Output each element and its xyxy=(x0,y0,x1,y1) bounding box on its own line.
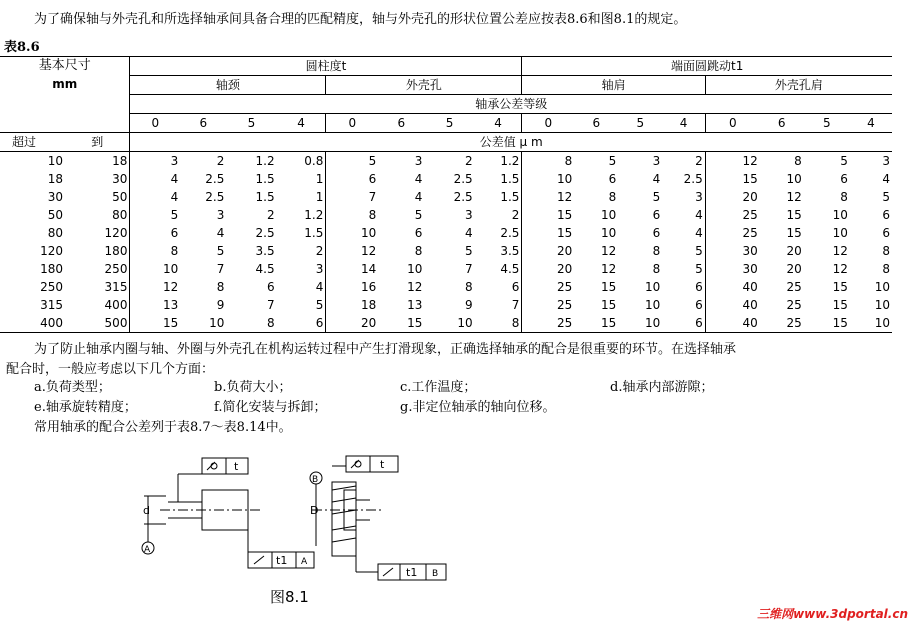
intro-text: 为了确保轴与外壳孔和所选择轴承间具备合理的匹配精度，轴与外壳孔的形状位置公差应按表8.6和图8.1的规定。 xyxy=(34,12,687,27)
cell-value: 20 xyxy=(557,261,573,276)
table-row xyxy=(0,170,892,188)
cell-value: 1.5 xyxy=(277,224,326,242)
list-item-f: f.简化安装与拆卸； xyxy=(214,400,327,415)
grade-header: 0 xyxy=(522,114,574,133)
cell-value: 25 xyxy=(522,314,574,333)
cell-value: 15 xyxy=(574,314,618,333)
cell-value: 5 xyxy=(840,153,848,168)
list-item-g: g.非定位轴承的轴向位移。 xyxy=(400,400,556,415)
cell-value: 1.5 xyxy=(475,188,522,206)
frame-t-right-label: t xyxy=(380,458,385,471)
table-row xyxy=(0,296,892,314)
cell-value: 8 xyxy=(475,314,522,333)
cell-value: 0.8 xyxy=(277,152,326,171)
cell-value: 1 xyxy=(277,188,326,206)
cell-value: 3 xyxy=(414,153,423,168)
cell-value: 10 xyxy=(832,207,848,222)
cell-value: 15 xyxy=(378,314,424,333)
grade-header: 5 xyxy=(424,114,474,133)
cell-value: 10 xyxy=(557,171,573,186)
cell-value: 6 xyxy=(662,296,705,314)
cell-over: 50 xyxy=(47,207,63,222)
cell-value: 40 xyxy=(705,314,759,333)
cell-to: 400 xyxy=(65,296,130,314)
cell-value: 8 xyxy=(608,189,617,204)
cell-value: 12 xyxy=(742,153,758,168)
cell-value: 25 xyxy=(786,297,802,312)
cylindricity-circle-icon-right xyxy=(355,461,361,467)
table-row xyxy=(0,188,892,206)
cell-value: 9 xyxy=(216,297,225,312)
header-grade: 轴承公差等级 xyxy=(130,95,892,114)
cell-value: 20 xyxy=(786,243,802,258)
cell-over: 30 xyxy=(47,189,63,204)
cell-to: 315 xyxy=(65,278,130,296)
cell-to: 250 xyxy=(65,260,130,278)
cell-value: 12 xyxy=(361,243,377,258)
cell-value: 3 xyxy=(277,260,326,278)
cell-value: 4 xyxy=(170,171,179,186)
cell-over: 18 xyxy=(47,171,63,186)
cell-value: 5 xyxy=(170,207,179,222)
cell-value: 2.5 xyxy=(255,225,275,240)
cell-value: 4.5 xyxy=(475,260,522,278)
cell-to: 18 xyxy=(65,152,130,171)
frame-runout-symbol xyxy=(248,552,272,568)
header-tolerance: 公差值 μ m xyxy=(130,133,892,152)
cell-value: 10 xyxy=(180,314,226,333)
cell-value: 12 xyxy=(162,279,179,294)
cell-value: 4 xyxy=(277,278,326,296)
cell-value: 10 xyxy=(645,297,661,312)
cell-value: 25 xyxy=(742,207,758,222)
cell-to: 180 xyxy=(65,242,130,260)
cell-value: 10 xyxy=(361,225,377,240)
grade-header: 5 xyxy=(226,114,276,133)
cell-value: 12 xyxy=(832,243,848,258)
cell-value: 40 xyxy=(742,297,758,312)
datum-b-label: B xyxy=(312,475,319,485)
cell-value: 30 xyxy=(742,243,758,258)
cell-value: 6 xyxy=(170,225,179,240)
cell-value: 40 xyxy=(742,279,758,294)
cell-over: 250 xyxy=(40,279,63,294)
cell-value: 6 xyxy=(652,207,661,222)
cell-value: 5 xyxy=(608,153,617,168)
header-cylindricity: 圆柱度t xyxy=(130,57,522,76)
cell-value: 5 xyxy=(368,153,377,168)
cell-value: 14 xyxy=(361,261,377,276)
cell-value: 20 xyxy=(742,189,758,204)
cell-value: 2.5 xyxy=(205,171,225,186)
paragraph-2: 常用轴承的配合公差列于表8.7～表8.14中。 xyxy=(34,420,292,435)
cell-over: 180 xyxy=(40,261,63,276)
frame-cylindricity-symbol xyxy=(202,458,226,474)
cell-value: 10 xyxy=(407,261,423,276)
cell-value: 8 xyxy=(216,279,225,294)
cell-over: 400 xyxy=(0,314,65,333)
cell-value: 4 xyxy=(465,225,473,240)
cell-value: 7 xyxy=(216,261,225,276)
cell-value: 10 xyxy=(874,297,890,312)
cell-value: 6 xyxy=(882,207,890,222)
grade-header: 6 xyxy=(180,114,226,133)
cell-value: 6 xyxy=(277,314,326,333)
cell-value: 1 xyxy=(277,170,326,188)
figure-8-1 xyxy=(130,446,460,586)
cell-value: 5 xyxy=(465,243,473,258)
cell-value: 6 xyxy=(662,278,705,296)
cell-over: 120 xyxy=(40,243,63,258)
header-housing-shoulder: 外壳孔肩 xyxy=(705,76,892,95)
cell-value: 8 xyxy=(882,243,890,258)
cell-value: 2 xyxy=(216,153,225,168)
cell-value: 2 xyxy=(662,152,705,171)
cell-value: 1.2 xyxy=(255,153,275,168)
cell-value: 5 xyxy=(277,296,326,314)
cell-to: 50 xyxy=(65,188,130,206)
table-row xyxy=(0,224,892,242)
cell-value: 10 xyxy=(850,314,892,333)
frame-t-left-label: t xyxy=(234,460,239,473)
cell-value: 15 xyxy=(832,297,848,312)
cell-value: 12 xyxy=(601,261,617,276)
frame-datum-a-label: A xyxy=(301,557,308,567)
watermark: 三维网www.3dportal.cn xyxy=(757,607,908,621)
cell-value: 6 xyxy=(882,225,890,240)
cell-value: 5 xyxy=(662,260,705,278)
cell-value: 15 xyxy=(786,225,802,240)
cell-value: 9 xyxy=(465,297,473,312)
cell-value: 20 xyxy=(557,243,573,258)
cell-over: 10 xyxy=(47,153,63,168)
cell-value: 8 xyxy=(414,243,423,258)
cell-over: 80 xyxy=(47,225,63,240)
cell-value: 15 xyxy=(601,279,617,294)
cell-value: 18 xyxy=(361,297,377,312)
figure-caption: 图8.1 xyxy=(270,588,309,606)
cell-value: 10 xyxy=(618,314,662,333)
cell-value: 4 xyxy=(216,225,225,240)
cell-value: 25 xyxy=(557,297,573,312)
cell-value: 4 xyxy=(652,171,661,186)
cell-value: 6 xyxy=(368,171,377,186)
cell-value: 5 xyxy=(662,242,705,260)
cell-value: 3 xyxy=(662,188,705,206)
paragraph-line-2: 配合时，一般应考虑以下几个方面： xyxy=(6,362,215,377)
cell-value: 10 xyxy=(645,279,661,294)
grade-header: 4 xyxy=(850,114,892,133)
cell-value: 4 xyxy=(170,189,179,204)
cell-value: 8 xyxy=(652,243,661,258)
cell-value: 1.2 xyxy=(277,206,326,224)
cell-value: 15 xyxy=(832,279,848,294)
cell-value: 12 xyxy=(557,189,573,204)
cell-value: 5 xyxy=(414,207,423,222)
cell-value: 6 xyxy=(414,225,423,240)
runout-arrow-icon xyxy=(254,556,264,564)
cell-value: 8 xyxy=(794,153,802,168)
cell-value: 25 xyxy=(786,279,802,294)
cell-value: 30 xyxy=(742,261,758,276)
cell-value: 3 xyxy=(882,153,890,168)
cell-value: 1.2 xyxy=(475,152,522,171)
grade-header: 4 xyxy=(277,114,326,133)
list-item-a: a.负荷类型； xyxy=(34,380,111,395)
cell-value: 2 xyxy=(277,242,326,260)
cell-value: 3 xyxy=(465,207,473,222)
cell-value: 2.5 xyxy=(475,224,522,242)
label-D: D xyxy=(310,504,319,517)
cell-value: 25 xyxy=(742,225,758,240)
cell-value: 20 xyxy=(326,314,378,333)
cell-value: 3 xyxy=(652,153,661,168)
cell-value: 6 xyxy=(662,314,705,333)
cell-value: 15 xyxy=(742,171,758,186)
cell-to: 30 xyxy=(65,170,130,188)
cell-value: 20 xyxy=(786,261,802,276)
cell-value: 8 xyxy=(882,261,890,276)
cell-value: 25 xyxy=(760,314,804,333)
cell-value: 8 xyxy=(840,189,848,204)
cell-value: 6 xyxy=(475,278,522,296)
cell-value: 7 xyxy=(475,296,522,314)
cell-value: 15 xyxy=(557,225,573,240)
list-item-c: c.工作温度； xyxy=(400,380,477,395)
table-row xyxy=(0,242,892,260)
cell-value: 7 xyxy=(267,297,275,312)
list-item-d: d.轴承内部游隙； xyxy=(610,380,714,395)
grade-header: 5 xyxy=(618,114,662,133)
table-row xyxy=(0,206,892,224)
tolerance-table xyxy=(0,56,892,333)
label-d: d xyxy=(143,504,150,517)
cell-value: 2 xyxy=(475,206,522,224)
cell-value: 2.5 xyxy=(662,170,705,188)
cell-value: 8 xyxy=(368,207,377,222)
frame-runout-symbol-right xyxy=(378,564,400,580)
header-mm: mm xyxy=(52,77,78,91)
cell-value: 4 xyxy=(882,171,890,186)
cell-to: 500 xyxy=(65,314,130,333)
grade-header: 0 xyxy=(130,114,180,133)
grade-header: 6 xyxy=(378,114,424,133)
cell-value: 7 xyxy=(368,189,377,204)
grade-header: 4 xyxy=(475,114,522,133)
list-item-e: e.轴承旋转精度； xyxy=(34,400,137,415)
grade-header: 6 xyxy=(760,114,804,133)
header-housing: 外壳孔 xyxy=(326,76,522,95)
cell-value: 15 xyxy=(786,207,802,222)
cell-to: 120 xyxy=(65,224,130,242)
cell-value: 3 xyxy=(170,153,179,168)
cell-value: 8 xyxy=(465,279,473,294)
cell-value: 5 xyxy=(652,189,661,204)
cell-value: 15 xyxy=(804,314,850,333)
frame-t1-right-label: t1 xyxy=(406,566,418,579)
table-row xyxy=(0,278,892,296)
cell-value: 10 xyxy=(601,225,617,240)
cell-value: 5 xyxy=(216,243,225,258)
cell-value: 10 xyxy=(874,279,890,294)
frame-datum-b-label: B xyxy=(432,569,439,579)
cell-value: 6 xyxy=(652,225,661,240)
grade-header: 4 xyxy=(662,114,705,133)
table-row xyxy=(0,260,892,278)
cell-value: 10 xyxy=(424,314,474,333)
cell-value: 8 xyxy=(170,243,179,258)
cell-value: 2.5 xyxy=(453,189,473,204)
table-row xyxy=(0,152,892,171)
cell-value: 3.5 xyxy=(475,242,522,260)
shaft-drawing xyxy=(142,458,314,568)
datum-a-label: A xyxy=(144,545,151,555)
cell-value: 10 xyxy=(162,261,179,276)
header-over: 超过 xyxy=(0,133,65,152)
cell-value: 8 xyxy=(652,261,661,276)
cell-over: 315 xyxy=(40,297,63,312)
cell-value: 1.5 xyxy=(475,170,522,188)
cell-value: 2.5 xyxy=(205,189,225,204)
grade-header: 0 xyxy=(705,114,759,133)
cell-value: 12 xyxy=(601,243,617,258)
cell-value: 6 xyxy=(840,171,848,186)
header-runout: 端面圆跳动t1 xyxy=(522,57,892,76)
table-label: 表8.6 xyxy=(4,40,40,55)
cell-value: 15 xyxy=(130,314,180,333)
cell-value: 12 xyxy=(832,261,848,276)
cell-value: 2.5 xyxy=(453,171,473,186)
cell-value: 10 xyxy=(786,171,802,186)
cell-to: 80 xyxy=(65,206,130,224)
cell-value: 10 xyxy=(832,225,848,240)
cell-value: 13 xyxy=(162,297,179,312)
table-row xyxy=(0,314,892,333)
grade-header: 5 xyxy=(804,114,850,133)
grade-header: 0 xyxy=(326,114,378,133)
cell-value: 6 xyxy=(608,171,617,186)
cell-value: 4 xyxy=(662,206,705,224)
cell-value: 3.5 xyxy=(255,243,275,258)
cell-value: 8 xyxy=(564,153,573,168)
cell-value: 12 xyxy=(407,279,423,294)
cell-value: 13 xyxy=(407,297,423,312)
list-item-b: b.负荷大小； xyxy=(214,380,292,395)
header-basic-size: 基本尺寸 xyxy=(38,58,91,73)
paragraph-line-1: 为了防止轴承内圈与轴、外圈与外壳孔在机构运转过程中产生打滑现象，正确选择轴承的配合是很重要的环节。在选择轴承 xyxy=(34,342,737,357)
cell-value: 8 xyxy=(226,314,276,333)
runout-arrow-icon-right xyxy=(383,568,393,576)
cell-value: 2 xyxy=(465,153,473,168)
housing-drawing xyxy=(310,456,446,580)
cell-value: 12 xyxy=(786,189,802,204)
cell-value: 4.5 xyxy=(255,261,275,276)
cell-value: 5 xyxy=(882,189,890,204)
header-journal: 轴颈 xyxy=(130,76,326,95)
cell-value: 1.5 xyxy=(255,189,275,204)
cell-value: 6 xyxy=(267,279,275,294)
grade-header: 6 xyxy=(574,114,618,133)
cell-value: 15 xyxy=(557,207,573,222)
cell-value: 2 xyxy=(267,207,275,222)
frame-cylindricity-symbol-right xyxy=(346,456,370,472)
cell-value: 15 xyxy=(601,297,617,312)
cell-value: 7 xyxy=(465,261,473,276)
cell-value: 4 xyxy=(414,189,423,204)
header-shoulder: 轴肩 xyxy=(522,76,705,95)
cell-value: 4 xyxy=(662,224,705,242)
cell-value: 1.5 xyxy=(255,171,275,186)
cell-value: 10 xyxy=(601,207,617,222)
frame-t1-left-label: t1 xyxy=(276,554,288,567)
header-to: 到 xyxy=(65,133,130,152)
cell-value: 3 xyxy=(216,207,225,222)
cylindricity-circle-icon xyxy=(211,463,217,469)
cell-value: 4 xyxy=(414,171,423,186)
cell-value: 25 xyxy=(557,279,573,294)
cell-value: 16 xyxy=(361,279,377,294)
